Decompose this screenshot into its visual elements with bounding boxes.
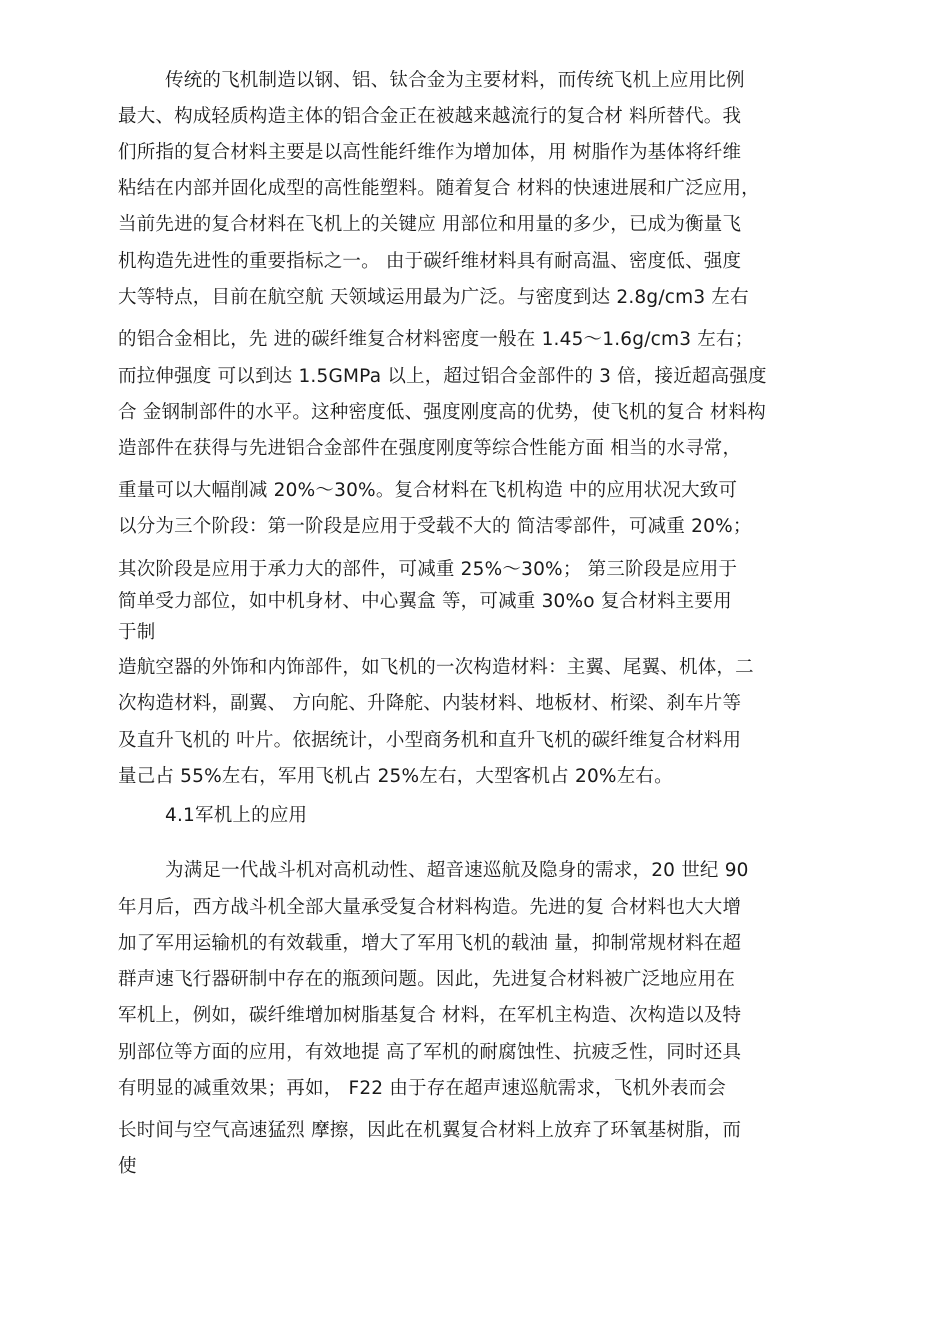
text-line: 群声速飞行器研制中存在的瓶颈问题。因此，先进复合材料被广泛地应用在 bbox=[118, 969, 736, 990]
text-line: 量己占 55%左右，军用飞机占 25%左右，大型客机占 20%左右。 bbox=[118, 766, 673, 787]
text-line: 大等特点，目前在航空航 天领域运用最为广泛。与密度到达 2.8g/cm3 左右 bbox=[118, 287, 749, 308]
text-line: 加了军用运输机的有效载重，增大了军用飞机的载油 量，抑制常规材料在超 bbox=[118, 933, 742, 954]
text-line: 有明显的减重效果；再如， F22 由于存在超声速巡航需求，飞机外表而会 bbox=[118, 1078, 726, 1099]
text-line: 传统的飞机制造以钢、铝、钛合金为主要材料，而传统飞机上应用比例 bbox=[165, 70, 745, 91]
text-line: 其次阶段是应用于承力大的部件，可减重 25%〜30%； 第三阶段是应用于 bbox=[118, 559, 738, 580]
text-line: 机构造先进性的重要指标之一。 由于碳纤维材料具有耐高温、密度低、强度 bbox=[118, 251, 742, 272]
text-line: 合 金钢制部件的水平。这种密度低、强度刚度高的优势，使飞机的复合 材料构 bbox=[118, 402, 766, 423]
text-line: 别部位等方面的应用，有效地提 高了军机的耐腐蚀性、抗疲乏性，同时还具 bbox=[118, 1042, 742, 1063]
text-line: 粘结在内部并固化成型的高性能塑料。随着复合 材料的快速进展和广泛应用， bbox=[118, 178, 760, 199]
text-line: 次构造材料，副翼、 方向舵、升降舵、内装材料、地板材、桁梁、刹车片等 bbox=[118, 693, 742, 714]
text-line: 重量可以大幅削减 20%〜30%。复合材料在飞机构造 中的应用状况大致可 bbox=[118, 480, 738, 501]
text-line: 军机上，例如，碳纤维增加树脂基复合 材料，在军机主构造、次构造以及特 bbox=[118, 1005, 742, 1026]
text-line: 最大、构成轻质构造主体的铝合金正在被越来越流行的复合材 料所替代。我 bbox=[118, 106, 742, 127]
text-line: 们所指的复合材料主要是以高性能纤维作为增加体，用 树脂作为基体将纤维 bbox=[118, 142, 742, 163]
text-line: 于制 bbox=[118, 622, 156, 643]
text-line: 为满足一代战斗机对高机动性、超音速巡航及隐身的需求，20 世纪 90 bbox=[165, 860, 749, 881]
text-line: 简单受力部位，如中机身材、中心翼盒 等，可减重 30%o 复合材料主要用 bbox=[118, 591, 732, 612]
text-line: 年月后，西方战斗机全部大量承受复合材料构造。先进的复 合材料也大大增 bbox=[118, 897, 742, 918]
text-line: 而拉伸强度 可以到达 1.5GMPa 以上，超过铝合金部件的 3 倍，接近超高强度 bbox=[118, 366, 767, 387]
text-line: 及直升飞机的 叶片。依据统计，小型商务机和直升飞机的碳纤维复合材料用 bbox=[118, 730, 742, 751]
text-line: 使 bbox=[118, 1156, 137, 1177]
text-line: 的铝合金相比，先 进的碳纤维复合材料密度一般在 1.45〜1.6g/cm3 左右； bbox=[118, 329, 754, 350]
text-line: 长时间与空气高速猛烈 摩擦，因此在机翼复合材料上放弃了环氧基树脂，而 bbox=[118, 1120, 742, 1141]
text-line: 当前先进的复合材料在飞机上的关键应 用部位和用量的多少，已成为衡量飞 bbox=[118, 214, 742, 235]
text-line: 以分为三个阶段：第一阶段是应用于受载不大的 简洁零部件，可减重 20%； bbox=[118, 516, 752, 537]
text-line: 造航空器的外饰和内饰部件，如飞机的一次构造材料：主翼、尾翼、机体，二 bbox=[118, 657, 754, 678]
section-heading: 4.1军机上的应用 bbox=[165, 805, 308, 826]
text-line: 造部件在获得与先进铝合金部件在强度刚度等综合性能方面 相当的水寻常， bbox=[118, 438, 742, 459]
